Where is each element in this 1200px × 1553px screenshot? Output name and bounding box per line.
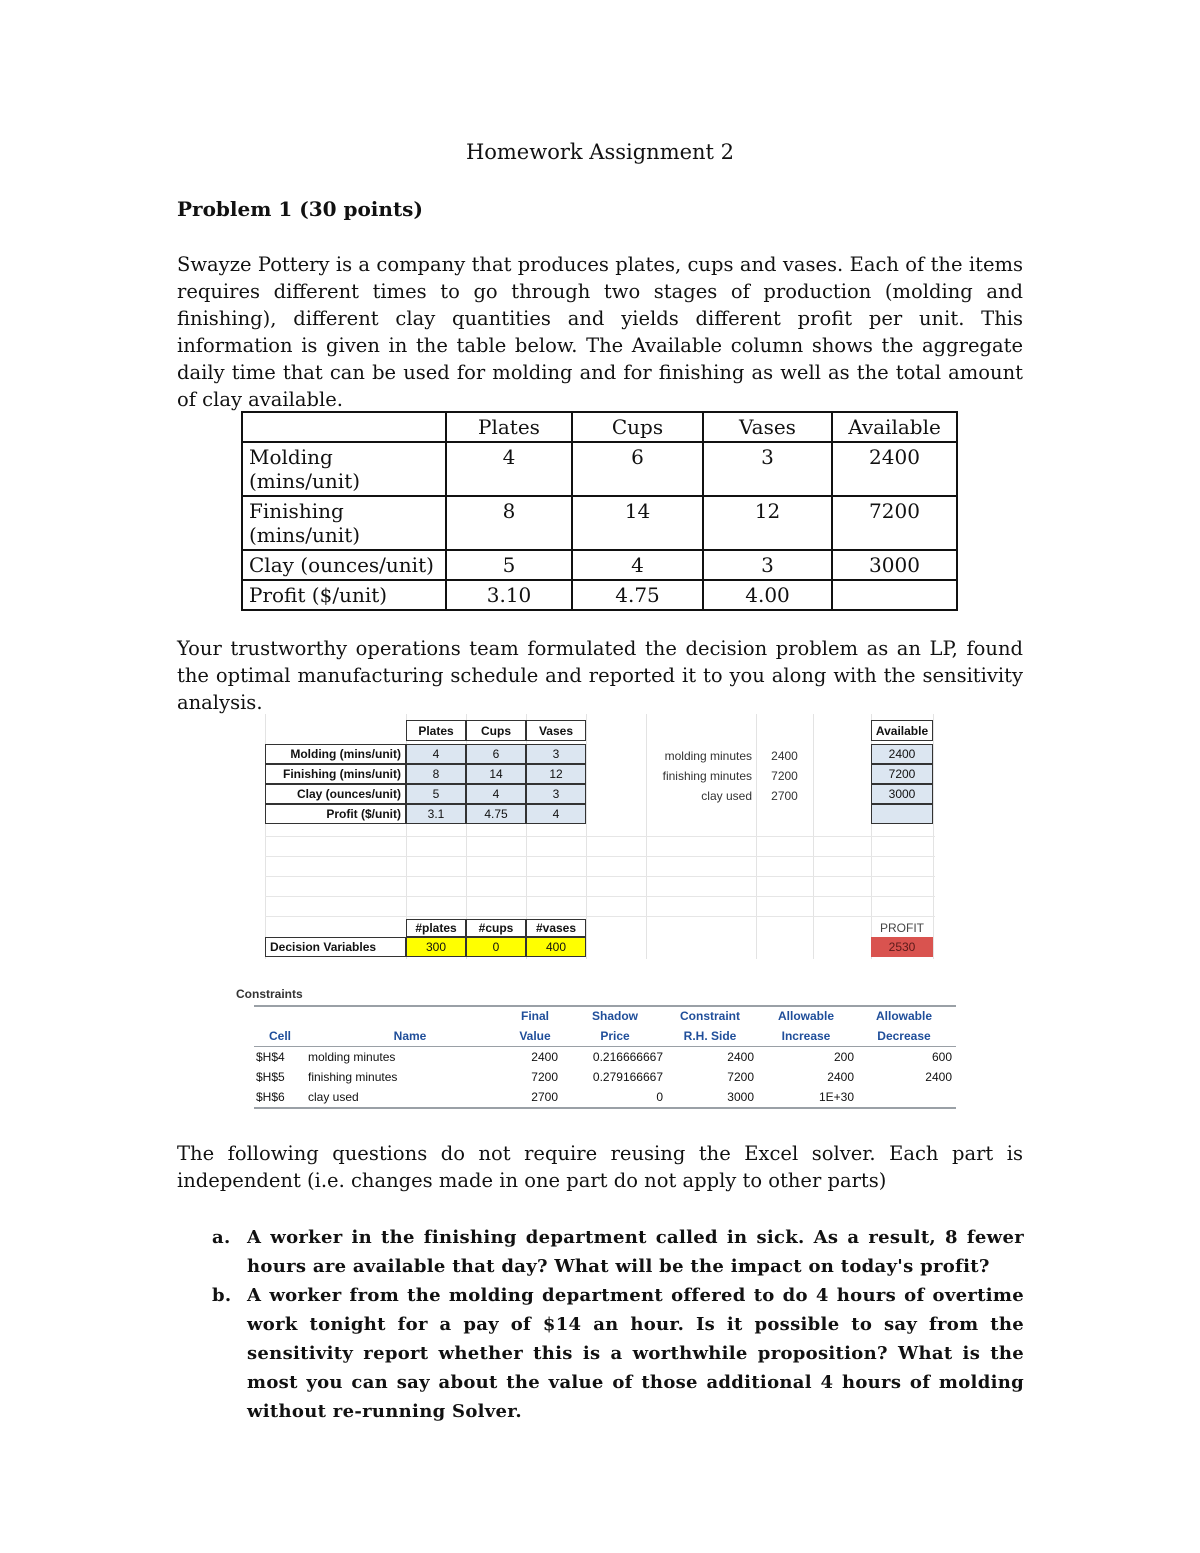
intro-paragraph: Swayze Pottery is a company that produces plates, cups and vases. Each of the items requires different times to go through two stages of production (molding and finishing), different clay quantities and yields different profit per unit. This information is given in the table below. The Available column shows the aggregate daily time that can be used for molding and for finishing as well as the total amount of clay available.: [177, 253, 1023, 411]
sens-name: molding minutes: [308, 1050, 396, 1064]
table-cell: 4.00: [703, 580, 832, 610]
table-cell: 6: [572, 442, 703, 496]
excel-cell: 14: [466, 764, 526, 784]
excel-screenshot: [230, 714, 960, 1114]
sens-dec: 2400: [925, 1070, 952, 1084]
sens-cell-ref: $H$5: [256, 1070, 285, 1084]
table-row: [242, 550, 957, 580]
sens-inc: 2400: [827, 1070, 854, 1084]
available-cell: 2400: [871, 744, 933, 764]
sens-final: 2700: [531, 1090, 558, 1104]
table-cell: 3: [703, 550, 832, 580]
problem-heading: Problem 1 (30 points): [177, 197, 423, 221]
available-cell: [871, 804, 933, 824]
excel-header-cups: Cups: [466, 720, 526, 741]
question-text: A worker from the molding department offered to do 4 hours of overtime work tonight for a pay of $14 an hour. Is it possible to say from the sensitivity report whether this is a worthwhile proposition? What is the most you can say about the value of those additional 4 hours of molding without re-running Solver.: [247, 1285, 1024, 1422]
constraints-label: Constraints: [236, 987, 303, 1001]
table-cell: 4.75: [572, 580, 703, 610]
question-a: [212, 1223, 1024, 1281]
table-header-row: [242, 412, 957, 442]
usage-name: finishing minutes: [662, 769, 752, 783]
excel-cell: 4: [406, 744, 466, 764]
sens-final: 7200: [531, 1070, 558, 1084]
table-header-cell: Vases: [703, 412, 832, 442]
available-cell: 7200: [871, 764, 933, 784]
sens-header: Increase: [781, 1029, 831, 1043]
row-label: Finishing (mins/unit): [242, 496, 446, 550]
excel-row-label: Molding (mins/unit): [265, 744, 406, 764]
table-header-cell: Cups: [572, 412, 703, 442]
excel-cell: 4.75: [466, 804, 526, 824]
sens-header: Value: [519, 1029, 551, 1043]
sens-inc: 1E+30: [818, 1090, 854, 1104]
excel-cell: 6: [466, 744, 526, 764]
table-row: [242, 496, 957, 550]
dv-label: Decision Variables: [265, 937, 406, 957]
sens-shadow: 0.216666667: [592, 1050, 663, 1064]
sens-header: Final: [520, 1009, 549, 1023]
excel-cell: 12: [526, 764, 586, 784]
excel-cell: 3.1: [406, 804, 466, 824]
sens-final: 2400: [531, 1050, 558, 1064]
table-cell: 12: [703, 496, 832, 550]
table-header-cell: Plates: [446, 412, 572, 442]
table-cell: 4: [572, 550, 703, 580]
production-table: [241, 411, 958, 611]
dv-value-vases: 400: [526, 937, 586, 957]
sens-rhs: 2400: [727, 1050, 754, 1064]
question-text: A worker in the finishing department called in sick. As a result, 8 fewer hours are available that day? What will be the impact on today's profit?: [247, 1227, 1024, 1277]
available-cell: 3000: [871, 784, 933, 804]
usage-name: clay used: [701, 789, 752, 803]
question-label: b.: [212, 1285, 232, 1306]
table-cell: 3: [703, 442, 832, 496]
dv-value-plates: 300: [406, 937, 466, 957]
sens-rhs: 3000: [727, 1090, 754, 1104]
sens-shadow: 0: [656, 1090, 663, 1104]
usage-name: molding minutes: [664, 749, 752, 763]
sens-dec: [870, 1087, 956, 1107]
dv-header: #plates: [406, 919, 466, 937]
excel-header-plates: Plates: [406, 720, 466, 741]
sens-header: Price: [600, 1029, 630, 1043]
excel-row-label: Finishing (mins/unit): [265, 764, 406, 784]
profit-label: PROFIT: [880, 921, 924, 935]
table-header-cell: Available: [832, 412, 957, 442]
excel-row-label: Clay (ounces/unit): [265, 784, 406, 804]
sens-header: Decrease: [877, 1029, 931, 1043]
profit-value: 2530: [871, 937, 933, 957]
sens-rhs: 7200: [727, 1070, 754, 1084]
sens-shadow: 0.279166667: [592, 1070, 663, 1084]
excel-cell: 4: [466, 784, 526, 804]
sens-cell-ref: $H$6: [256, 1090, 285, 1104]
excel-cell: 4: [526, 804, 586, 824]
table-cell: 4: [446, 442, 572, 496]
sens-header: R.H. Side: [683, 1029, 737, 1043]
question-label: a.: [212, 1227, 231, 1248]
row-label: Profit ($/unit): [242, 580, 446, 610]
sens-cell-ref: $H$4: [256, 1050, 285, 1064]
followup-paragraph: The following questions do not require reusing the Excel solver. Each part is independent (i.e. changes made in one part do not apply to other parts): [177, 1142, 1023, 1192]
sens-dec: 600: [931, 1050, 952, 1064]
usage-value: 2700: [771, 789, 798, 803]
table-row: [242, 442, 957, 496]
table-header-cell: [242, 412, 446, 442]
dv-header: #cups: [466, 919, 526, 937]
excel-cell: 3: [526, 744, 586, 764]
usage-value: 2400: [771, 749, 798, 763]
sens-header: Allowable: [777, 1009, 834, 1023]
team-paragraph: Your trustworthy operations team formulated the decision problem as an LP, found the optimal manufacturing schedule and reported it to you along with the sensitivity analysis.: [177, 637, 1023, 714]
table-cell: [832, 580, 957, 610]
excel-cell: 8: [406, 764, 466, 784]
sens-inc: 200: [833, 1050, 854, 1064]
sens-name: clay used: [308, 1090, 359, 1104]
sens-header: Constraint: [680, 1009, 740, 1023]
dv-value-cups: 0: [466, 937, 526, 957]
table-cell: 8: [446, 496, 572, 550]
usage-value: 7200: [771, 769, 798, 783]
table-row: [242, 580, 957, 610]
available-header: Available: [871, 720, 933, 741]
sens-header: Allowable: [875, 1009, 932, 1023]
row-label: Clay (ounces/unit): [242, 550, 446, 580]
table-cell: 3000: [832, 550, 957, 580]
excel-cell: 3: [526, 784, 586, 804]
excel-row-label: Profit ($/unit): [265, 804, 406, 824]
dv-header: #vases: [526, 919, 586, 937]
excel-header-vases: Vases: [526, 720, 586, 741]
excel-cell: 5: [406, 784, 466, 804]
table-cell: 14: [572, 496, 703, 550]
sens-header: Cell: [268, 1029, 291, 1043]
sens-header: Name: [393, 1029, 427, 1043]
sens-name: finishing minutes: [308, 1070, 398, 1084]
row-label: Molding (mins/unit): [242, 442, 446, 496]
table-cell: 3.10: [446, 580, 572, 610]
table-cell: 5: [446, 550, 572, 580]
sens-header: Shadow: [591, 1009, 638, 1023]
table-cell: 2400: [832, 442, 957, 496]
page-title: Homework Assignment 2: [465, 140, 735, 164]
question-b: [212, 1281, 1024, 1426]
table-cell: 7200: [832, 496, 957, 550]
